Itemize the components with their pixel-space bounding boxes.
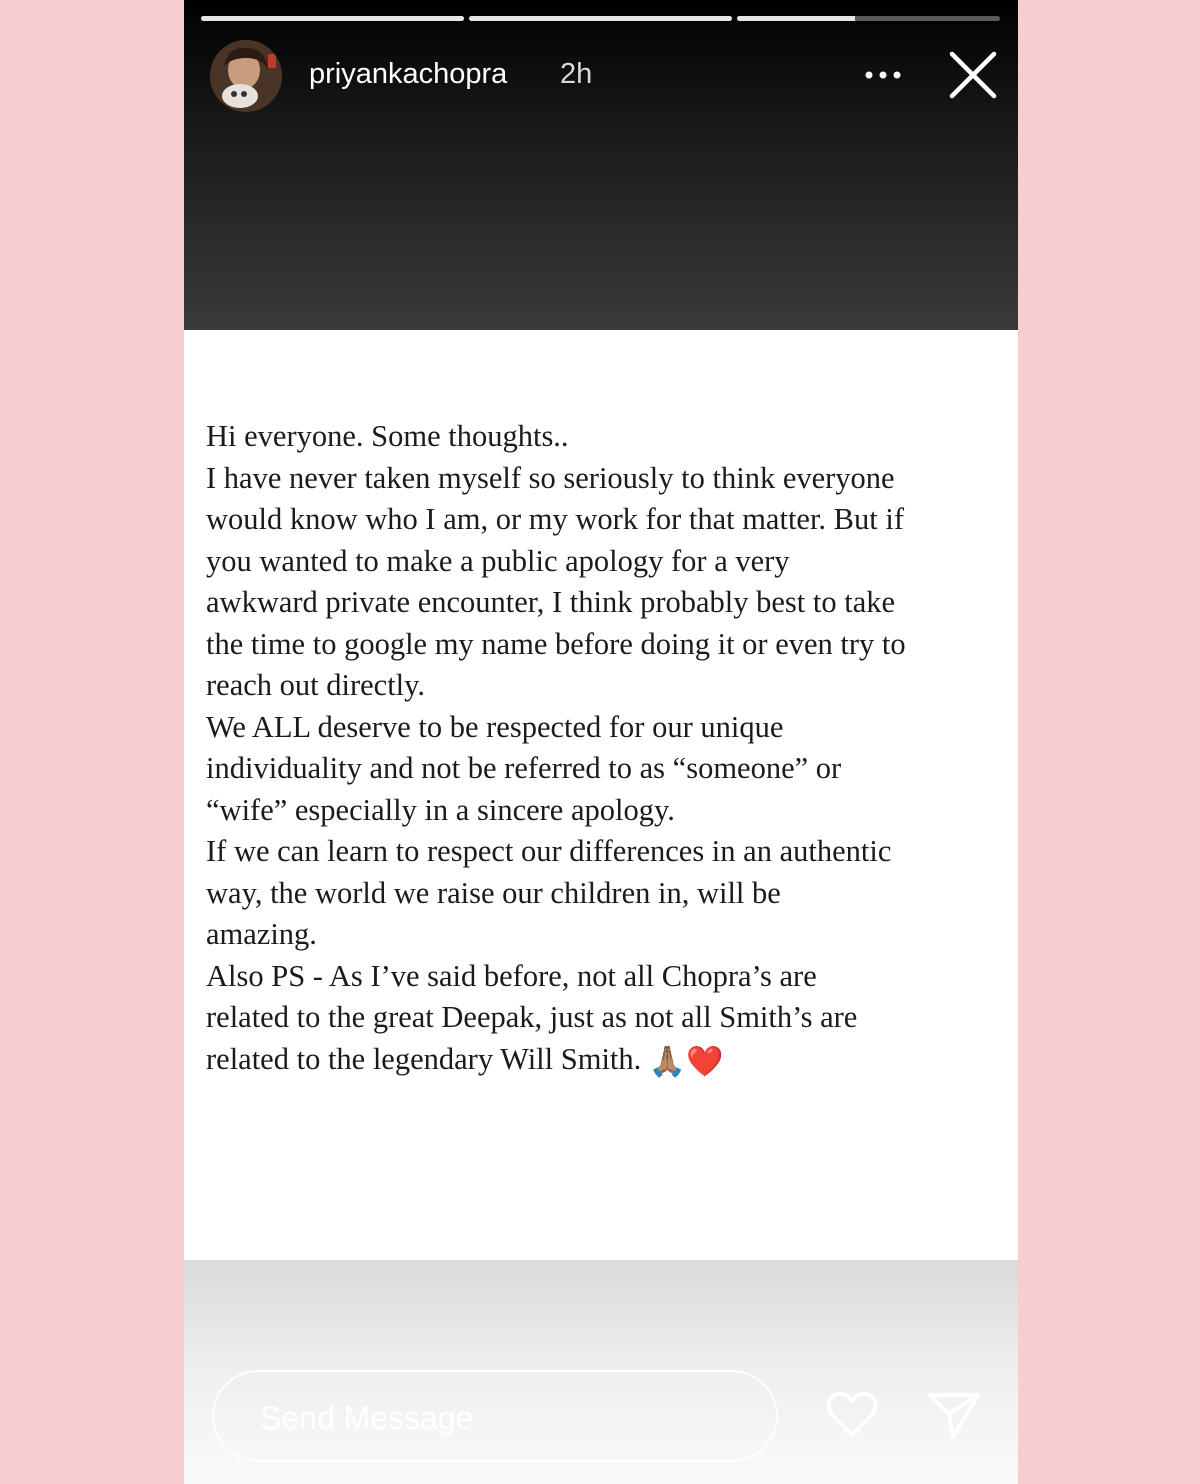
username[interactable]: priyankachopra [309, 58, 508, 90]
note-line: way, the world we raise our children in, will be [206, 875, 781, 910]
send-message-input[interactable] [212, 1370, 778, 1462]
note-line: related to the legendary Will Smith. 🙏🏽❤️ [206, 1041, 724, 1078]
note-line: amazing. [206, 917, 317, 951]
progress-fill [201, 16, 464, 21]
story-content [184, 330, 1018, 1260]
note-line: the time to google my name before doing it or even try to [206, 626, 906, 661]
note-line: “wife” especially in a sincere apology. [206, 792, 675, 827]
note-line: Also PS - As I’ve said before, not all Chopra’s are [206, 958, 817, 993]
note-line: Hi everyone. Some thoughts.. [206, 419, 569, 453]
story-progress-bar [201, 16, 1000, 21]
close-icon[interactable] [946, 48, 1000, 102]
note-line: individuality and not be referred to as “someone” or [206, 751, 842, 785]
timestamp: 2h [560, 58, 593, 90]
send-icon[interactable] [927, 1390, 981, 1440]
notes-app-text [206, 416, 1016, 1082]
progress-fill [469, 16, 732, 21]
send-message-placeholder: Send Message [260, 1400, 474, 1436]
avatar-image [210, 40, 282, 112]
note-line: I have never taken myself so seriously to think everyone [206, 460, 895, 495]
progress-fill [737, 16, 855, 21]
note-line: related to the great Deepak, just as not all Smith’s are [206, 1000, 858, 1034]
progress-segment [737, 16, 1000, 21]
emoji-prayer-heart: 🙏🏽❤️ [648, 1044, 724, 1078]
avatar[interactable] [210, 40, 282, 112]
story-viewer [184, 0, 1018, 1484]
more-options-icon[interactable] [863, 62, 903, 88]
story-header [184, 0, 1018, 330]
progress-segment [469, 16, 732, 21]
note-line: you wanted to make a public apology for a very [206, 543, 790, 578]
note-line: If we can learn to respect our differences in an authentic [206, 834, 892, 868]
progress-segment [201, 16, 464, 21]
note-line: would know who I am, or my work for that matter. But if [206, 502, 905, 536]
heart-icon[interactable] [825, 1390, 879, 1440]
note-line: We ALL deserve to be respected for our unique [206, 709, 784, 744]
note-line: awkward private encounter, I think probably best to take [206, 585, 896, 619]
note-line: reach out directly. [206, 668, 426, 702]
story-footer [184, 1260, 1018, 1484]
